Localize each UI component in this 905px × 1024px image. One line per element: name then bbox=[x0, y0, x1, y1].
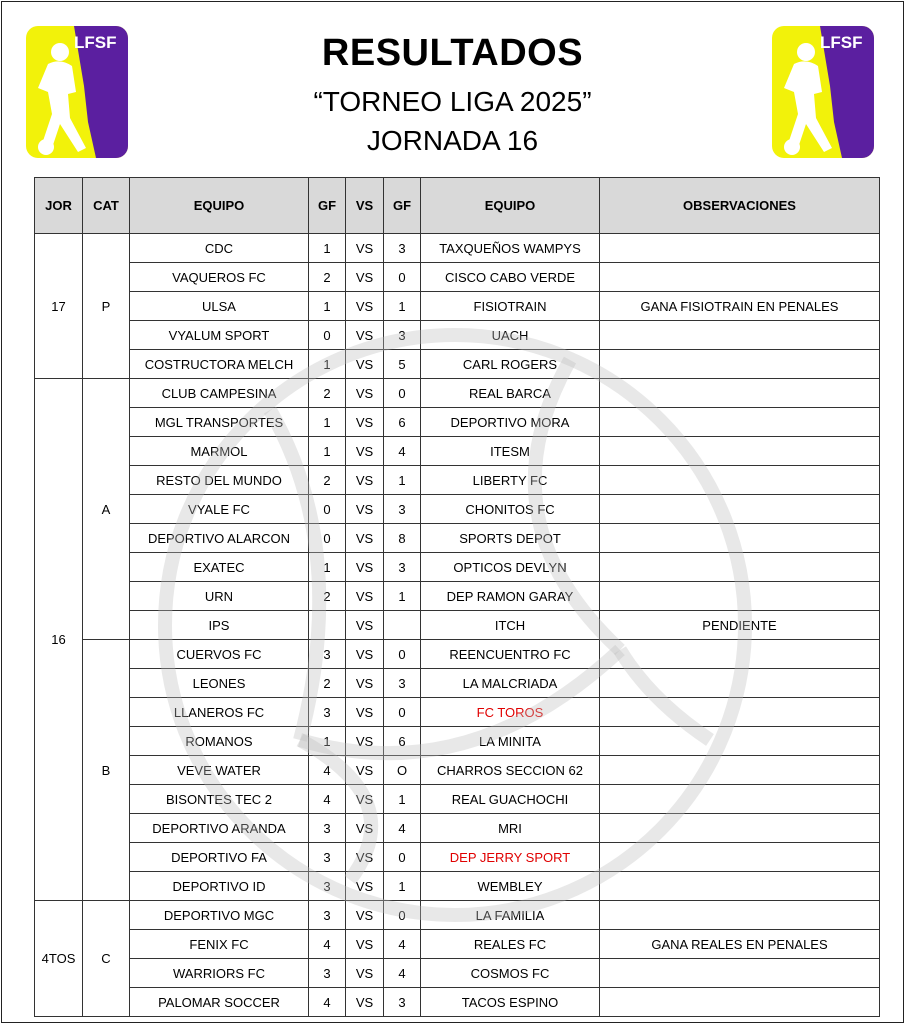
vs-cell: VS bbox=[346, 321, 384, 350]
table-row bbox=[35, 234, 880, 263]
away-goals-cell: 5 bbox=[384, 350, 421, 379]
home-team-cell: VEVE WATER bbox=[130, 756, 309, 785]
col-header-vs: VS bbox=[346, 178, 384, 234]
observation-cell bbox=[600, 408, 880, 437]
away-goals-cell: 0 bbox=[384, 843, 421, 872]
observation-cell bbox=[600, 495, 880, 524]
away-team-cell: DEPORTIVO MORA bbox=[421, 408, 600, 437]
home-team-cell: PALOMAR SOCCER bbox=[130, 988, 309, 1017]
table-row bbox=[35, 785, 880, 814]
home-team-cell: DEPORTIVO MGC bbox=[130, 901, 309, 930]
table-row bbox=[35, 582, 880, 611]
table-row bbox=[35, 872, 880, 901]
table-row bbox=[35, 466, 880, 495]
home-goals-cell: 2 bbox=[309, 466, 346, 495]
home-goals-cell: 1 bbox=[309, 408, 346, 437]
table-row bbox=[35, 814, 880, 843]
away-team-cell: COSMOS FC bbox=[421, 959, 600, 988]
table-row bbox=[35, 843, 880, 872]
away-goals-cell: 6 bbox=[384, 727, 421, 756]
col-header-cat: CAT bbox=[83, 178, 130, 234]
vs-cell: VS bbox=[346, 437, 384, 466]
home-goals-cell: 3 bbox=[309, 959, 346, 988]
away-team-cell: TACOS ESPINO bbox=[421, 988, 600, 1017]
away-team-cell: UACH bbox=[421, 321, 600, 350]
away-team-cell: LA FAMILIA bbox=[421, 901, 600, 930]
col-header-away-team: EQUIPO bbox=[421, 178, 600, 234]
vs-cell: VS bbox=[346, 408, 384, 437]
home-team-cell: VYALE FC bbox=[130, 495, 309, 524]
home-team-cell: ULSA bbox=[130, 292, 309, 321]
vs-cell: VS bbox=[346, 466, 384, 495]
away-team-cell: FC TOROS bbox=[421, 698, 600, 727]
table-row bbox=[35, 350, 880, 379]
table-row bbox=[35, 263, 880, 292]
away-team-cell: REAL GUACHOCHI bbox=[421, 785, 600, 814]
category-cell: B bbox=[83, 640, 130, 901]
away-team-cell: SPORTS DEPOT bbox=[421, 524, 600, 553]
observation-cell bbox=[600, 524, 880, 553]
vs-cell: VS bbox=[346, 669, 384, 698]
home-goals-cell: 1 bbox=[309, 553, 346, 582]
table-row bbox=[35, 611, 880, 640]
vs-cell: VS bbox=[346, 756, 384, 785]
home-goals-cell: 3 bbox=[309, 843, 346, 872]
observation-cell bbox=[600, 988, 880, 1017]
observation-cell bbox=[600, 727, 880, 756]
table-row bbox=[35, 437, 880, 466]
vs-cell: VS bbox=[346, 611, 384, 640]
home-team-cell: FENIX FC bbox=[130, 930, 309, 959]
vs-cell: VS bbox=[346, 524, 384, 553]
vs-cell: VS bbox=[346, 814, 384, 843]
away-goals-cell: 3 bbox=[384, 495, 421, 524]
away-team-cell: WEMBLEY bbox=[421, 872, 600, 901]
jornada-cell: 17 bbox=[35, 234, 83, 379]
results-body bbox=[35, 234, 880, 1017]
home-team-cell: DEPORTIVO ID bbox=[130, 872, 309, 901]
home-goals-cell: 3 bbox=[309, 640, 346, 669]
table-row bbox=[35, 495, 880, 524]
away-goals-cell: 4 bbox=[384, 930, 421, 959]
home-goals-cell: 3 bbox=[309, 814, 346, 843]
home-team-cell: LLANEROS FC bbox=[130, 698, 309, 727]
observation-cell bbox=[600, 669, 880, 698]
vs-cell: VS bbox=[346, 553, 384, 582]
observation-cell bbox=[600, 379, 880, 408]
away-goals-cell: 1 bbox=[384, 872, 421, 901]
home-team-cell: VAQUEROS FC bbox=[130, 263, 309, 292]
away-goals-cell: 4 bbox=[384, 959, 421, 988]
home-goals-cell: 2 bbox=[309, 669, 346, 698]
table-header-row bbox=[35, 178, 880, 234]
home-goals-cell: 4 bbox=[309, 756, 346, 785]
away-goals-cell: 3 bbox=[384, 234, 421, 263]
table-row bbox=[35, 988, 880, 1017]
home-team-cell: MGL TRANSPORTES bbox=[130, 408, 309, 437]
observation-cell bbox=[600, 901, 880, 930]
home-goals-cell: 3 bbox=[309, 698, 346, 727]
vs-cell: VS bbox=[346, 988, 384, 1017]
table-row bbox=[35, 292, 880, 321]
home-goals-cell: 1 bbox=[309, 727, 346, 756]
home-goals-cell: 4 bbox=[309, 988, 346, 1017]
svg-text:LFSF: LFSF bbox=[74, 33, 117, 52]
observation-cell bbox=[600, 582, 880, 611]
home-team-cell: ROMANOS bbox=[130, 727, 309, 756]
vs-cell: VS bbox=[346, 785, 384, 814]
observation-cell bbox=[600, 872, 880, 901]
away-goals-cell: 0 bbox=[384, 640, 421, 669]
away-team-cell: OPTICOS DEVLYN bbox=[421, 553, 600, 582]
away-goals-cell: 3 bbox=[384, 988, 421, 1017]
home-goals-cell: 0 bbox=[309, 524, 346, 553]
observation-cell bbox=[600, 234, 880, 263]
vs-cell: VS bbox=[346, 727, 384, 756]
away-team-cell: LIBERTY FC bbox=[421, 466, 600, 495]
page-title: RESULTADOS bbox=[321, 32, 584, 74]
observation-cell bbox=[600, 814, 880, 843]
away-team-cell: ITCH bbox=[421, 611, 600, 640]
col-header-gf-away: GF bbox=[384, 178, 421, 234]
away-goals-cell: 0 bbox=[384, 379, 421, 408]
away-goals-cell: 1 bbox=[384, 785, 421, 814]
vs-cell: VS bbox=[346, 263, 384, 292]
home-goals-cell: 4 bbox=[309, 930, 346, 959]
away-goals-cell: 0 bbox=[384, 698, 421, 727]
away-team-cell: DEP JERRY SPORT bbox=[421, 843, 600, 872]
home-team-cell: RESTO DEL MUNDO bbox=[130, 466, 309, 495]
vs-cell: VS bbox=[346, 843, 384, 872]
category-cell: P bbox=[83, 234, 130, 379]
home-goals-cell: 2 bbox=[309, 379, 346, 408]
observation-cell bbox=[600, 756, 880, 785]
away-team-cell: REAL BARCA bbox=[421, 379, 600, 408]
away-team-cell: REALES FC bbox=[421, 930, 600, 959]
home-team-cell: CUERVOS FC bbox=[130, 640, 309, 669]
col-header-jor: JOR bbox=[35, 178, 83, 234]
away-goals-cell: O bbox=[384, 756, 421, 785]
home-team-cell: WARRIORS FC bbox=[130, 959, 309, 988]
observation-cell bbox=[600, 843, 880, 872]
vs-cell: VS bbox=[346, 495, 384, 524]
home-goals-cell bbox=[309, 611, 346, 640]
category-cell: C bbox=[83, 901, 130, 1017]
vs-cell: VS bbox=[346, 959, 384, 988]
away-goals-cell: 6 bbox=[384, 408, 421, 437]
away-team-cell: DEP RAMON GARAY bbox=[421, 582, 600, 611]
home-team-cell: DEPORTIVO ARANDA bbox=[130, 814, 309, 843]
home-goals-cell: 2 bbox=[309, 582, 346, 611]
table-row bbox=[35, 408, 880, 437]
table-row bbox=[35, 379, 880, 408]
home-team-cell: VYALUM SPORT bbox=[130, 321, 309, 350]
table-row bbox=[35, 756, 880, 785]
jornada-cell: 16 bbox=[35, 379, 83, 901]
away-goals-cell: 0 bbox=[384, 263, 421, 292]
table-row bbox=[35, 669, 880, 698]
table-row bbox=[35, 901, 880, 930]
away-goals-cell: 3 bbox=[384, 321, 421, 350]
observation-cell: PENDIENTE bbox=[600, 611, 880, 640]
away-goals-cell bbox=[384, 611, 421, 640]
away-goals-cell: 4 bbox=[384, 437, 421, 466]
observation-cell: GANA REALES EN PENALES bbox=[600, 930, 880, 959]
vs-cell: VS bbox=[346, 640, 384, 669]
away-team-cell: REENCUENTRO FC bbox=[421, 640, 600, 669]
home-goals-cell: 3 bbox=[309, 872, 346, 901]
home-team-cell: DEPORTIVO ALARCON bbox=[130, 524, 309, 553]
tournament-subtitle: “TORNEO LIGA 2025” bbox=[313, 86, 592, 117]
home-team-cell: COSTRUCTORA MELCH bbox=[130, 350, 309, 379]
vs-cell: VS bbox=[346, 872, 384, 901]
away-goals-cell: 1 bbox=[384, 582, 421, 611]
away-team-cell: CISCO CABO VERDE bbox=[421, 263, 600, 292]
away-goals-cell: 3 bbox=[384, 669, 421, 698]
away-goals-cell: 1 bbox=[384, 292, 421, 321]
observation-cell bbox=[600, 350, 880, 379]
home-goals-cell: 1 bbox=[309, 350, 346, 379]
home-goals-cell: 3 bbox=[309, 901, 346, 930]
table-row bbox=[35, 553, 880, 582]
observation-cell bbox=[600, 698, 880, 727]
home-team-cell: CDC bbox=[130, 234, 309, 263]
table-row bbox=[35, 930, 880, 959]
vs-cell: VS bbox=[346, 350, 384, 379]
away-goals-cell: 3 bbox=[384, 553, 421, 582]
vs-cell: VS bbox=[346, 901, 384, 930]
category-cell: A bbox=[83, 379, 130, 640]
home-goals-cell: 4 bbox=[309, 785, 346, 814]
vs-cell: VS bbox=[346, 582, 384, 611]
away-team-cell: MRI bbox=[421, 814, 600, 843]
home-goals-cell: 1 bbox=[309, 437, 346, 466]
away-goals-cell: 8 bbox=[384, 524, 421, 553]
observation-cell bbox=[600, 959, 880, 988]
home-goals-cell: 2 bbox=[309, 263, 346, 292]
home-team-cell: URN bbox=[130, 582, 309, 611]
vs-cell: VS bbox=[346, 930, 384, 959]
table-row bbox=[35, 321, 880, 350]
home-team-cell: DEPORTIVO FA bbox=[130, 843, 309, 872]
vs-cell: VS bbox=[346, 292, 384, 321]
away-goals-cell: 4 bbox=[384, 814, 421, 843]
away-team-cell: TAXQUEÑOS WAMPYS bbox=[421, 234, 600, 263]
col-header-gf-home: GF bbox=[309, 178, 346, 234]
table-row bbox=[35, 640, 880, 669]
table-row bbox=[35, 524, 880, 553]
home-goals-cell: 0 bbox=[309, 495, 346, 524]
observation-cell bbox=[600, 785, 880, 814]
table-row bbox=[35, 959, 880, 988]
home-team-cell: LEONES bbox=[130, 669, 309, 698]
away-team-cell: LA MINITA bbox=[421, 727, 600, 756]
away-team-cell: CHARROS SECCION 62 bbox=[421, 756, 600, 785]
col-header-home-team: EQUIPO bbox=[130, 178, 309, 234]
away-team-cell: CARL ROGERS bbox=[421, 350, 600, 379]
jornada-cell: 4TOS bbox=[35, 901, 83, 1017]
observation-cell: GANA FISIOTRAIN EN PENALES bbox=[600, 292, 880, 321]
svg-text:LFSF: LFSF bbox=[820, 33, 863, 52]
vs-cell: VS bbox=[346, 379, 384, 408]
home-team-cell: CLUB CAMPESINA bbox=[130, 379, 309, 408]
home-goals-cell: 0 bbox=[309, 321, 346, 350]
home-team-cell: BISONTES TEC 2 bbox=[130, 785, 309, 814]
away-goals-cell: 0 bbox=[384, 901, 421, 930]
away-team-cell: ITESM bbox=[421, 437, 600, 466]
observation-cell bbox=[600, 437, 880, 466]
vs-cell: VS bbox=[346, 234, 384, 263]
home-goals-cell: 1 bbox=[309, 292, 346, 321]
observation-cell bbox=[600, 321, 880, 350]
observation-cell bbox=[600, 466, 880, 495]
results-table bbox=[34, 177, 880, 1017]
away-team-cell: LA MALCRIADA bbox=[421, 669, 600, 698]
away-goals-cell: 1 bbox=[384, 466, 421, 495]
home-team-cell: EXATEC bbox=[130, 553, 309, 582]
home-goals-cell: 1 bbox=[309, 234, 346, 263]
observation-cell bbox=[600, 640, 880, 669]
away-team-cell: FISIOTRAIN bbox=[421, 292, 600, 321]
observation-cell bbox=[600, 263, 880, 292]
table-row bbox=[35, 698, 880, 727]
col-header-observaciones: OBSERVACIONES bbox=[600, 178, 880, 234]
away-team-cell: CHONITOS FC bbox=[421, 495, 600, 524]
jornada-label: JORNADA 16 bbox=[366, 125, 539, 156]
vs-cell: VS bbox=[346, 698, 384, 727]
home-team-cell: IPS bbox=[130, 611, 309, 640]
table-row bbox=[35, 727, 880, 756]
observation-cell bbox=[600, 553, 880, 582]
home-team-cell: MARMOL bbox=[130, 437, 309, 466]
